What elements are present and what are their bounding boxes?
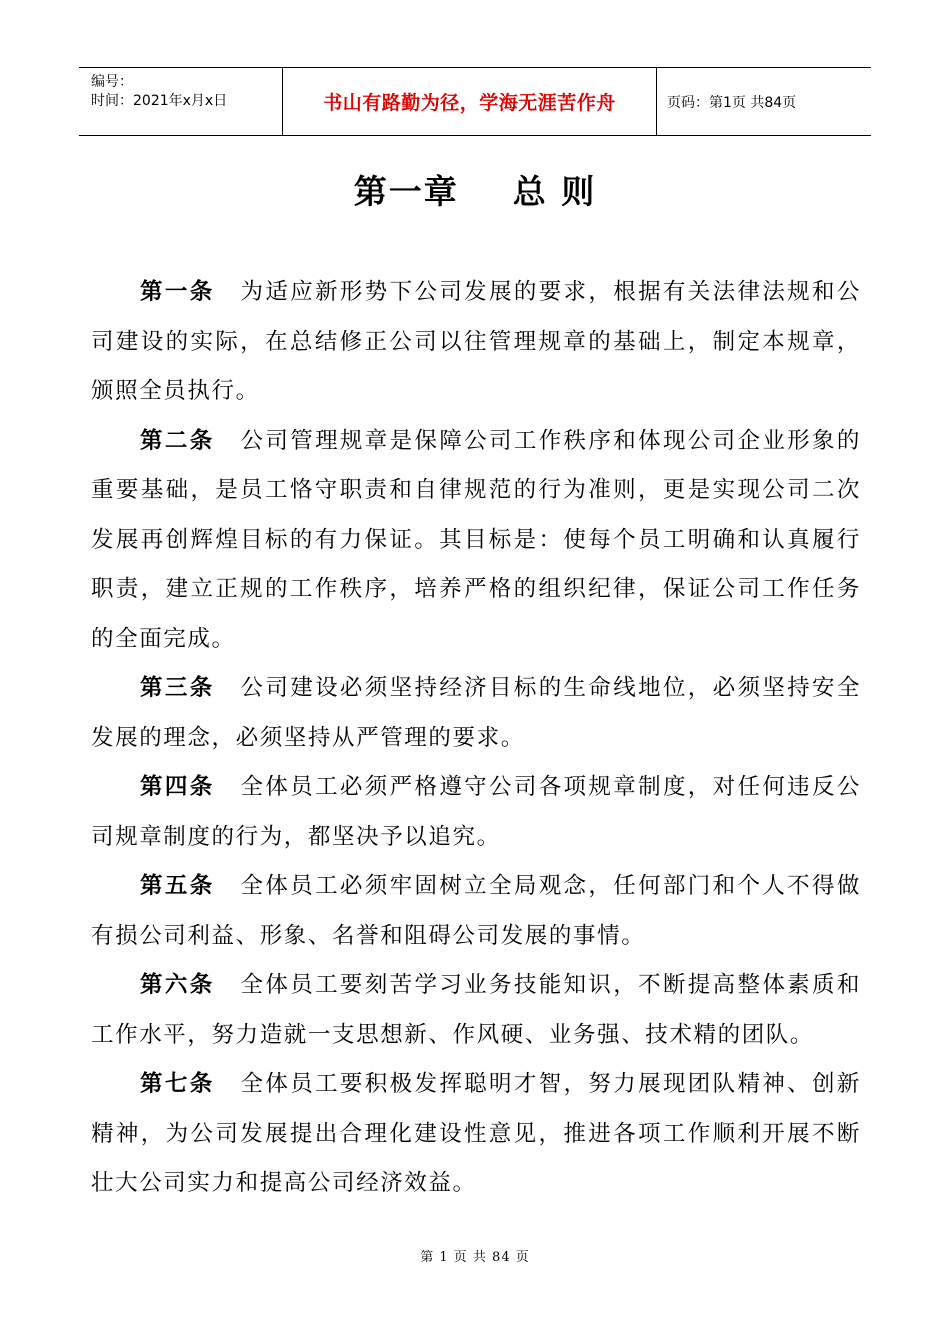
article [91,862,861,961]
header-page-code: 页码：第1页 共84页 [667,94,797,111]
article-number: 第二条 [140,427,215,454]
article-text: 公司管理规章是保障公司工作秩序和体现公司企业形象的重要基础，是员工恪守职责和自律规范的行为准则，更是实现公司二次发展再创辉煌目标的有力保证。其目标是：使每个员工明确和认真履行职责，建立正规的工作秩序，培养严格的组织纪律，保证公司工作任务的全面完成。 [91,427,861,652]
page-header [79,67,871,136]
article-text: 全体员工必须牢固树立全局观念，任何部门和个人不得做有损公司利益、形象、名誉和阻碍公司发展的事情。 [91,873,861,949]
article-text: 全体员工要刻苦学习业务技能知识，不断提高整体素质和工作水平，努力造就一支思想新、作风硬、业务强、技术精的团队。 [91,972,861,1048]
article-number: 第一条 [140,279,215,305]
document-number-label: 编号： [91,74,133,90]
article [91,1060,861,1209]
header-meta [79,68,283,135]
document-date-label: 时间：2021年x月x日 [91,93,228,109]
article-text: 全体员工要积极发挥聪明才智，努力展现团队精神、创新精神，为公司发展提出合理化建设性意见，推进各项工作顺利开展不断壮大公司实力和提高公司经济效益。 [91,1071,861,1196]
article-text: 为适应新形势下公司发展的要求，根据有关法律法规和公司建设的实际，在总结修正公司以往管理规章的基础上，制定本规章，颁照全员执行。 [91,279,861,404]
article [91,961,861,1060]
article-number: 第五条 [140,873,215,899]
article-number: 第三条 [140,675,215,701]
document-body [91,268,861,1209]
page-footer: 第 1 页 共 84 页 [420,1250,530,1265]
article-number: 第四条 [140,774,215,800]
article [91,763,861,862]
article [91,268,861,417]
article-number: 第七条 [140,1071,215,1097]
header-motto: 书山有路勤为径，学海无涯苦作舟 [283,68,657,135]
article [91,417,861,665]
article-text: 全体员工必须严格遵守公司各项规章制度，对任何违反公司规章制度的行为，都坚决予以追究。 [91,774,861,850]
chapter-title: 第一章 总 则 [353,172,597,211]
article-text: 公司建设必须坚持经济目标的生命线地位，必须坚持安全发展的理念，必须坚持从严管理的要求。 [91,675,861,751]
article [91,664,861,763]
article-number: 第六条 [140,972,215,998]
